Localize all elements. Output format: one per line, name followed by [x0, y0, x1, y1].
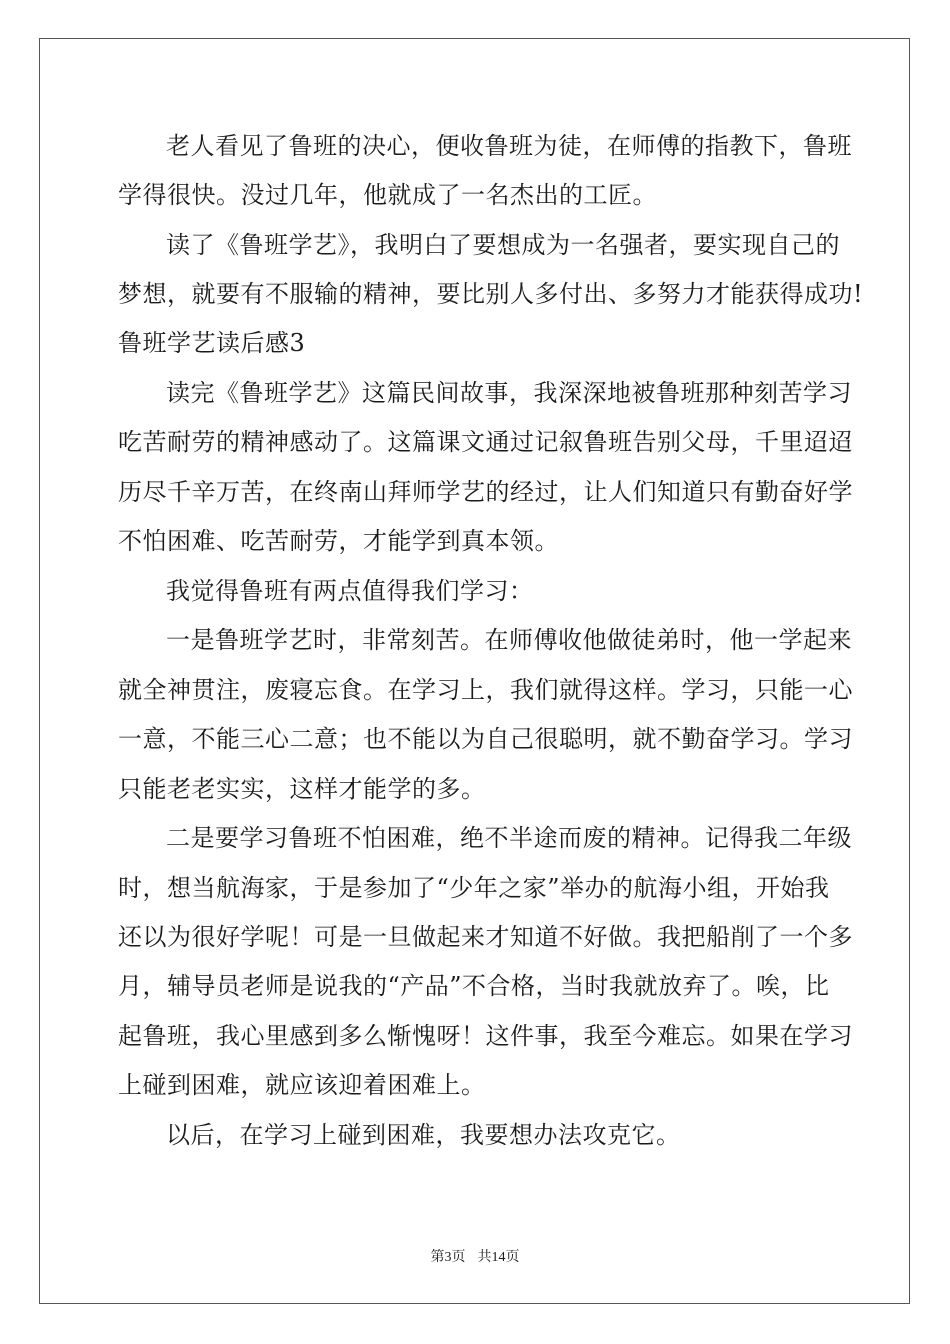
page-footer: [0, 1246, 950, 1266]
text-line: 读了《鲁班学艺》，我明白了要想成为一名强者，要实现自己的: [166, 231, 840, 259]
text-line: 吃苦耐劳的精神感动了。这篇课文通过记叙鲁班告别父母，千里迢迢: [118, 428, 853, 456]
section-heading: 鲁班学艺读后感3: [118, 329, 306, 357]
text-line: 二是要学习鲁班不怕困难，绝不半途而废的精神。记得我二年级: [166, 824, 852, 852]
text-line: 只能老老实实，这样才能学的多。: [118, 775, 486, 803]
text-line: 读完《鲁班学艺》这篇民间故事，我深深地被鲁班那种刻苦学习: [166, 379, 852, 407]
text-line: 还以为很好学呢！可是一旦做起来才知道不好做。我把船削了一个多: [118, 923, 853, 951]
text-line: 梦想，就要有不服输的精神，要比别人多付出、多努力才能获得成功!: [118, 280, 864, 308]
page-total: 共14页: [477, 1250, 520, 1265]
text-line: 月，辅导员老师是说我的“产品”不合格，当时我就放弃了。唉，比: [118, 972, 830, 1000]
text-line: 就全神贯注，废寝忘食。在学习上，我们就得这样。学习，只能一心: [118, 676, 853, 704]
page-number: 第3页: [430, 1250, 466, 1265]
text-line: 起鲁班，我心里感到多么惭愧呀！这件事，我至今难忘。如果在学习: [118, 1022, 853, 1050]
text-line: 老人看见了鲁班的决心，便收鲁班为徒，在师傅的指教下，鲁班: [166, 132, 852, 160]
text-line: 不怕困难、吃苦耐劳，才能学到真本领。: [118, 527, 559, 555]
text-line: 时，想当航海家，于是参加了“少年之家”举办的航海小组，开始我: [118, 874, 830, 902]
text-line: 我觉得鲁班有两点值得我们学习：: [166, 577, 534, 605]
text-line: 学得很快。没过几年，他就成了一名杰出的工匠。: [118, 181, 657, 209]
text-line: 以后，在学习上碰到困难，我要想办法攻克它。: [166, 1121, 681, 1149]
text-line: 一是鲁班学艺时，非常刻苦。在师傅收他做徒弟时，他一学起来: [166, 626, 852, 654]
text-line: 上碰到困难，就应该迎着困难上。: [118, 1071, 486, 1099]
text-line: 一意，不能三心二意；也不能以为自己很聪明，就不勤奋学习。学习: [118, 725, 853, 753]
text-line: 历尽千辛万苦，在终南山拜师学艺的经过，让人们知道只有勤奋好学: [118, 478, 853, 506]
